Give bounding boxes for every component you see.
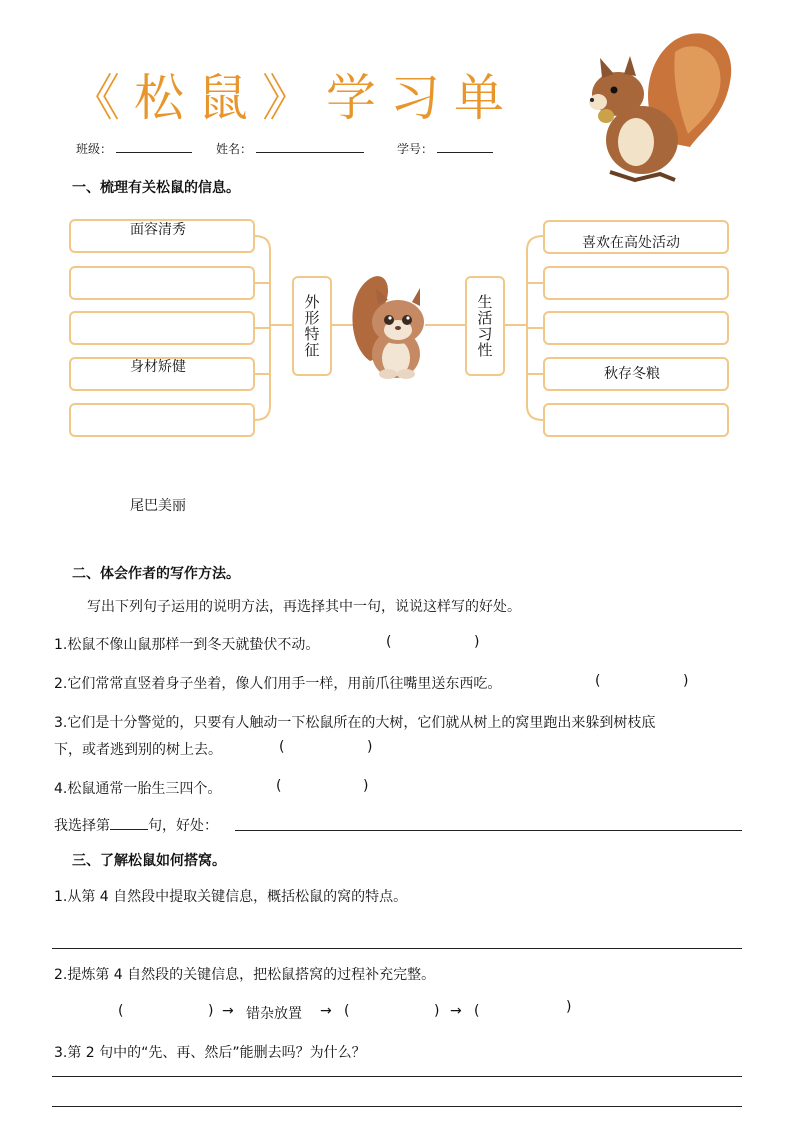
s2-q3-paren-close: ): [367, 739, 373, 755]
flow-arrow-3: →: [450, 1003, 462, 1019]
flow-paren-close-1: ): [208, 1003, 214, 1019]
left-box-5[interactable]: [69, 403, 255, 437]
s2-q2-paren-open: (: [595, 673, 601, 689]
number-label: 学号：: [397, 142, 434, 156]
extra-item: 尾巴美丽: [130, 498, 186, 514]
benefit-answer-line[interactable]: [235, 830, 742, 831]
flow-paren-open-1: (: [118, 1003, 124, 1019]
choose-label-b: 句，好处：: [148, 818, 218, 834]
flow-paren-open-2: (: [344, 1003, 350, 1019]
s2-q4-paren-close: ): [363, 778, 369, 794]
s3-q1-answer-line[interactable]: [52, 948, 742, 949]
right-box-2[interactable]: [543, 266, 729, 300]
s3-question-1: 1.从第 4 自然段中提取关键信息，概括松鼠的窝的特点。: [54, 889, 408, 905]
right-item-4: 秋存冬粮: [604, 366, 660, 382]
left-item-1: 面容清秀: [130, 222, 186, 238]
s2-q3-paren-open: (: [279, 739, 285, 755]
class-label: 班级：: [76, 142, 113, 156]
choose-label-a: 我选择第: [54, 818, 110, 834]
appearance-label-box: [292, 276, 332, 376]
flow-step-middle: 错杂放置: [246, 1006, 302, 1022]
s2-question-2: 2.它们常常直竖着身子坐着，像人们用手一样，用前爪往嘴里送东西吃。: [54, 676, 502, 692]
left-box-2[interactable]: [69, 266, 255, 300]
s3-q3-answer-line-2[interactable]: [52, 1106, 742, 1107]
right-box-3[interactable]: [543, 311, 729, 345]
flow-arrow-1: →: [222, 1003, 234, 1019]
section3-heading: 三、了解松鼠如何搭窝。: [72, 853, 226, 869]
s2-question-4: 4.松鼠通常一胎生三四个。: [54, 781, 222, 797]
section2-instruction: 写出下列句子运用的说明方法，再选择其中一句，说说这样写的好处。: [87, 599, 521, 615]
name-label: 姓名：: [216, 142, 253, 156]
flow-paren-close-2: ): [434, 1003, 440, 1019]
s2-question-3b: 下，或者逃到别的树上去。: [54, 742, 222, 758]
s3-q3-answer-line-1[interactable]: [52, 1076, 742, 1077]
s2-q2-paren-close: ): [683, 673, 689, 689]
section1-heading: 一、梳理有关松鼠的信息。: [72, 180, 240, 196]
right-box-5[interactable]: [543, 403, 729, 437]
s3-question-2: 2.提炼第 4 自然段的关键信息，把松鼠搭窝的过程补充完整。: [54, 967, 436, 983]
s2-q4-paren-open: (: [276, 778, 282, 794]
habits-label-box: [465, 276, 505, 376]
s2-question-1: 1.松鼠不像山鼠那样一到冬天就蛰伏不动。: [54, 637, 320, 653]
appearance-label: 外形特征: [302, 294, 321, 358]
choose-number-input[interactable]: [110, 819, 148, 830]
s2-q1-paren-open: (: [386, 634, 392, 650]
right-item-1: 喜欢在高处活动: [582, 235, 680, 251]
flow-arrow-2: →: [320, 1003, 332, 1019]
s3-question-3: 3.第 2 句中的“先、再、然后”能删去吗？为什么？: [54, 1045, 366, 1061]
left-box-3[interactable]: [69, 311, 255, 345]
page-title: 《松鼠》学习单: [70, 69, 518, 127]
left-item-4: 身材矫健: [130, 359, 186, 375]
flow-paren-close-3: ): [566, 999, 572, 1015]
s2-question-3a: 3.它们是十分警觉的，只要有人触动一下松鼠所在的大树，它们就从树上的窝里跑出来躲到树枝底: [54, 715, 656, 731]
habits-label: 生活习性: [475, 294, 494, 358]
choose-sentence-prompt: [54, 815, 218, 835]
s2-q1-paren-close: ): [474, 634, 480, 650]
flow-paren-open-3: (: [474, 1003, 480, 1019]
cartoon-squirrel-image: [350, 266, 432, 382]
section2-heading: 二、体会作者的写作方法。: [72, 566, 240, 582]
